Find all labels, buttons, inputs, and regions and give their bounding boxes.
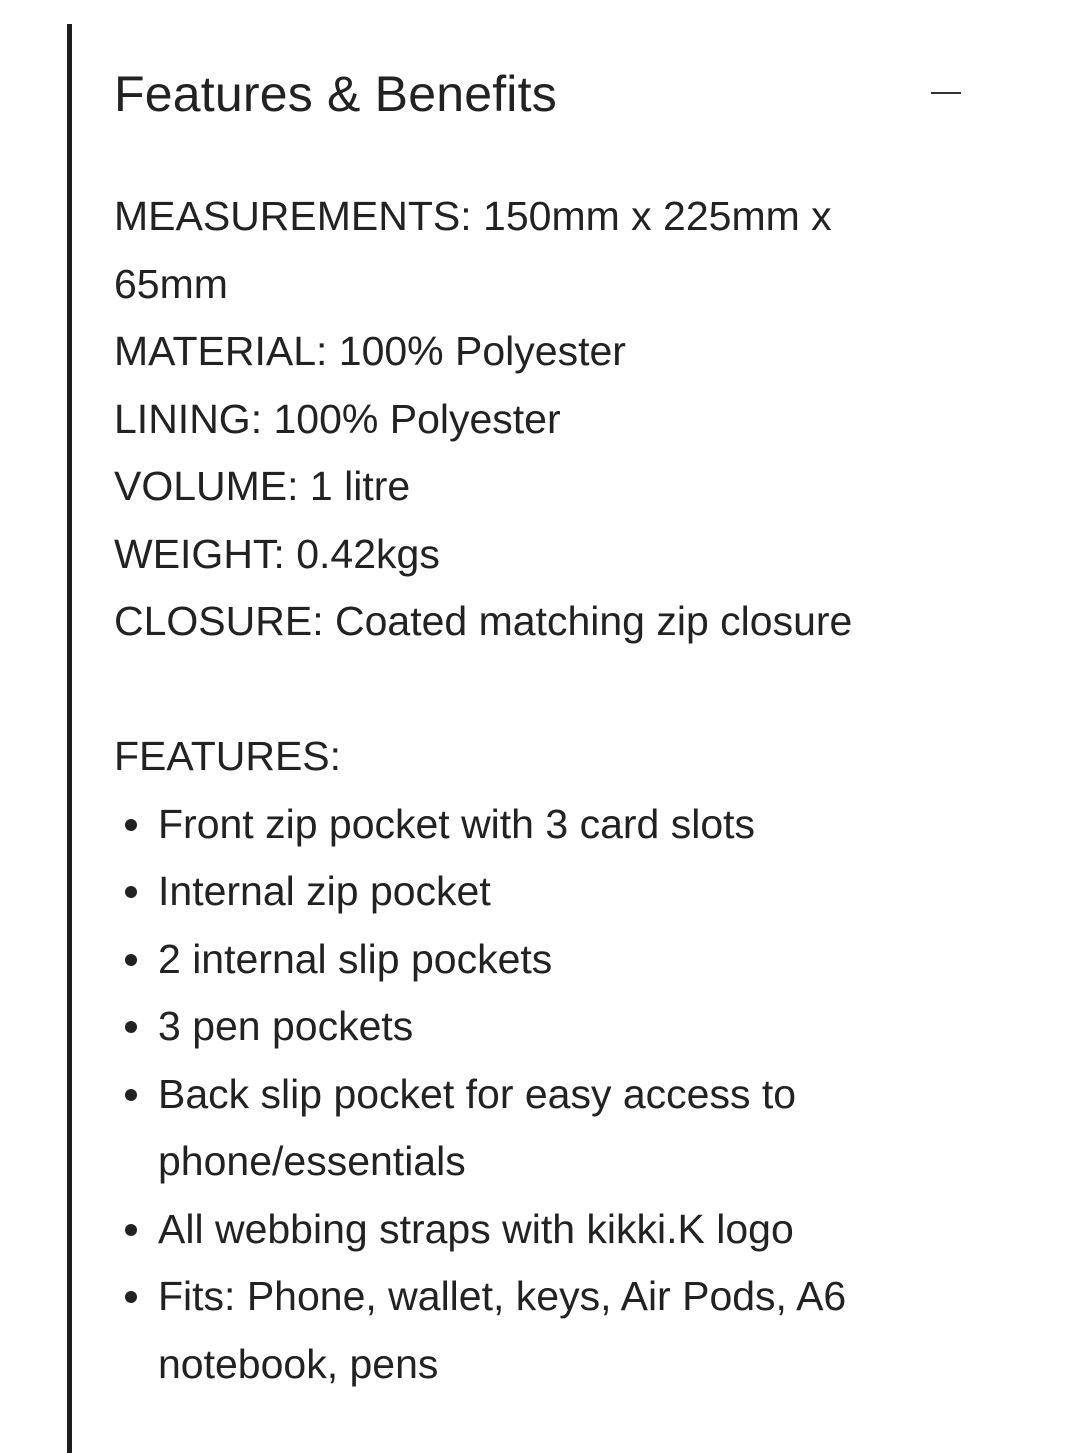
list-item — [114, 858, 914, 926]
list-item — [114, 1061, 914, 1196]
list-item — [114, 791, 914, 859]
list-item — [114, 1263, 914, 1398]
left-border-rule — [67, 24, 72, 1453]
accordion-title: Features & Benefits — [114, 66, 557, 122]
accordion-content — [114, 183, 914, 1398]
spec-lining: LINING: 100% Polyester — [114, 395, 561, 442]
bullet-icon — [125, 1021, 137, 1033]
minus-icon-bar — [931, 92, 961, 94]
minus-icon[interactable] — [929, 80, 963, 108]
feature-text: Internal zip pocket — [158, 868, 491, 914]
features-heading: FEATURES: — [114, 733, 342, 779]
bullet-icon — [125, 1089, 137, 1101]
feature-text: 2 internal slip pockets — [158, 935, 553, 982]
features-accordion — [114, 0, 984, 1387]
list-item — [114, 926, 914, 994]
feature-text: Front zip pocket with 3 card slots — [158, 800, 756, 847]
bullet-icon — [125, 1224, 137, 1236]
bullet-icon — [125, 1291, 137, 1303]
spec-material: MATERIAL: 100% Polyester — [114, 328, 626, 374]
paragraph-spacer — [114, 656, 914, 724]
list-item — [114, 993, 914, 1061]
spec-closure: CLOSURE: Coated matching zip closure — [114, 598, 853, 644]
feature-text: Back slip pocket for easy access to phone/essentials — [158, 1070, 797, 1184]
list-item — [114, 1196, 914, 1264]
feature-text: All webbing straps with kikki.K logo — [158, 1205, 794, 1252]
bullet-icon — [125, 954, 137, 966]
spec-weight: WEIGHT: 0.42kgs — [114, 530, 440, 577]
spec-measurements: MEASUREMENTS: 150mm x 225mm x 65mm — [114, 193, 832, 307]
bullet-icon — [125, 819, 137, 831]
spec-volume: VOLUME: 1 litre — [114, 463, 411, 509]
feature-text: Fits: Phone, wallet, keys, Air Pods, A6 notebook, pens — [158, 1273, 847, 1387]
accordion-header[interactable] — [114, 0, 984, 186]
features-list — [114, 791, 914, 1399]
bullet-icon — [125, 886, 137, 898]
feature-text: 3 pen pockets — [158, 1003, 414, 1049]
